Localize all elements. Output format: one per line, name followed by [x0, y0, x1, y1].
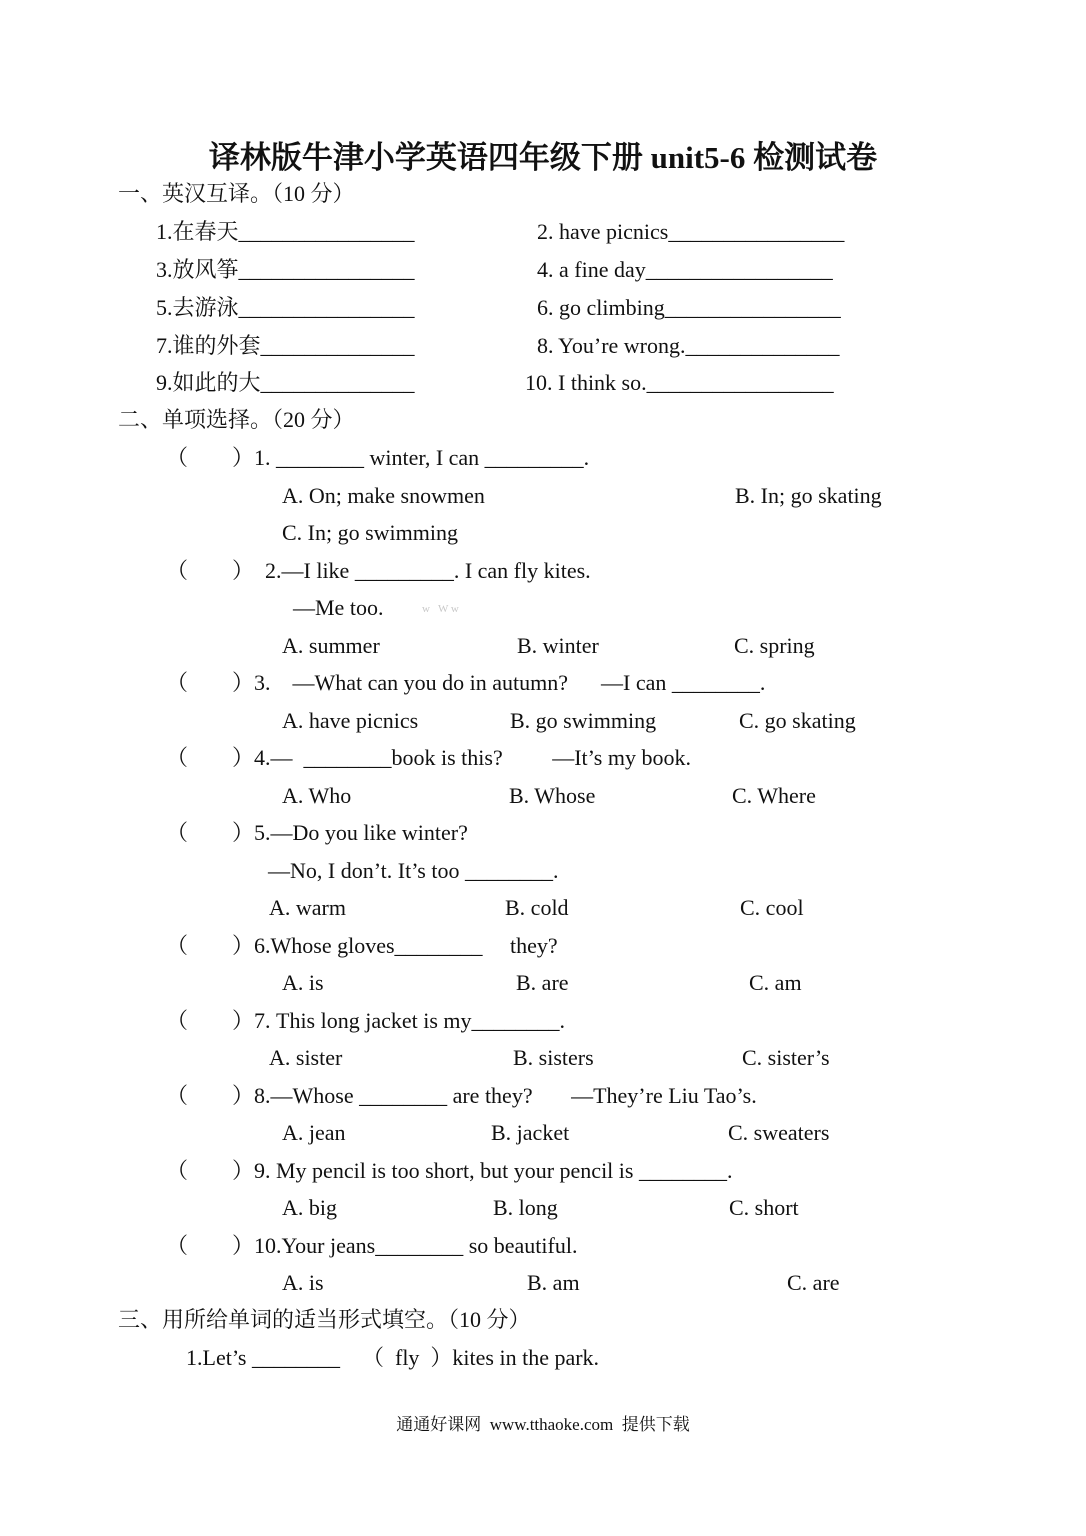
question-2-option-b: B. winter	[517, 633, 599, 658]
question-5-option-c: C. cool	[740, 895, 804, 920]
question-5-reply: —No, I don’t. It’s too ________.	[268, 858, 559, 883]
question-8-option-b: B. jacket	[491, 1120, 570, 1145]
question-7-option-a: A. sister	[269, 1045, 343, 1070]
translation-item-10: 10. I think so._________________	[525, 370, 834, 395]
question-1-option-a: A. On; make snowmen	[282, 483, 485, 508]
translation-item-5: 5.去游泳________________	[156, 295, 415, 320]
question-7-stem: （ ）7. This long jacket is my________.	[166, 1008, 566, 1033]
faint-watermark: w W w	[422, 603, 459, 615]
question-5-stem: （ ）5.—Do you like winter?	[166, 820, 468, 845]
question-8-option-a: A. jean	[282, 1120, 346, 1145]
section3-heading: 三、用所给单词的适当形式填空。（10 分）	[118, 1307, 531, 1332]
question-5-option-b: B. cold	[505, 895, 569, 920]
question-10-option-a: A. is	[282, 1270, 324, 1295]
question-9-option-a: A. big	[282, 1195, 337, 1220]
question-2-reply: —Me too.	[293, 595, 384, 620]
question-9-stem: （ ）9. My pencil is too short, but your pencil is ________.	[166, 1158, 733, 1183]
fill-in-item-1: 1.Let’s ________ （ fly ）kites in the park.	[186, 1345, 600, 1370]
question-2-stem: （ ） 2.—I like _________. I can fly kites.	[166, 558, 591, 583]
question-10-stem: （ ）10.Your jeans________ so beautiful.	[166, 1233, 578, 1258]
question-4-option-b: B. Whose	[509, 783, 596, 808]
question-4-option-c: C. Where	[732, 783, 816, 808]
translation-item-4: 4. a fine day_________________	[537, 257, 833, 282]
question-1-stem: （ ）1. ________ winter, I can _________.	[166, 445, 590, 470]
section1-heading: 一、英汉互译。（10 分）	[118, 181, 355, 206]
question-6-stem: （ ）6.Whose gloves________ they?	[166, 933, 558, 958]
translation-item-1: 1.在春天________________	[156, 219, 415, 244]
question-8-option-c: C. sweaters	[728, 1120, 830, 1145]
question-1-option-b: B. In; go skating	[735, 483, 882, 508]
translation-item-3: 3.放风筝________________	[156, 257, 415, 282]
question-10-option-c: C. are	[787, 1270, 840, 1295]
translation-item-7: 7.谁的外套______________	[156, 333, 415, 358]
question-9-option-c: C. short	[729, 1195, 799, 1220]
question-2-option-c: C. spring	[734, 633, 815, 658]
question-1-option-c: C. In; go swimming	[282, 520, 459, 545]
translation-item-8: 8. You’re wrong.______________	[537, 333, 840, 358]
translation-item-9: 9.如此的大______________	[156, 370, 415, 395]
question-6-option-c: C. am	[749, 970, 802, 995]
question-10-option-b: B. am	[527, 1270, 580, 1295]
question-3-option-a: A. have picnics	[282, 708, 419, 733]
translation-item-2: 2. have picnics________________	[537, 219, 845, 244]
question-2-option-a: A. summer	[282, 633, 380, 658]
page-title: 译林版牛津小学英语四年级下册 unit5-6 检测试卷	[208, 140, 878, 175]
question-9-option-b: B. long	[493, 1195, 558, 1220]
question-3-stem: （ ）3. —What can you do in autumn? —I can ________.	[166, 670, 766, 695]
question-7-option-b: B. sisters	[513, 1045, 594, 1070]
question-4-stem: （ ）4.— ________book is this? —It’s my book.	[166, 745, 691, 770]
footer-source: 通通好课网 www.tthaoke.com 提供下载	[396, 1415, 690, 1434]
translation-item-6: 6. go climbing________________	[537, 295, 841, 320]
question-3-option-b: B. go swimming	[510, 708, 657, 733]
question-6-option-b: B. are	[516, 970, 569, 995]
question-5-option-a: A. warm	[269, 895, 346, 920]
question-3-option-c: C. go skating	[739, 708, 856, 733]
question-4-option-a: A. Who	[282, 783, 352, 808]
section2-heading: 二、单项选择。（20 分）	[118, 407, 355, 432]
question-6-option-a: A. is	[282, 970, 324, 995]
question-7-option-c: C. sister’s	[742, 1045, 830, 1070]
question-8-stem: （ ）8.—Whose ________ are they? —They’re Liu Tao’s.	[166, 1083, 757, 1108]
